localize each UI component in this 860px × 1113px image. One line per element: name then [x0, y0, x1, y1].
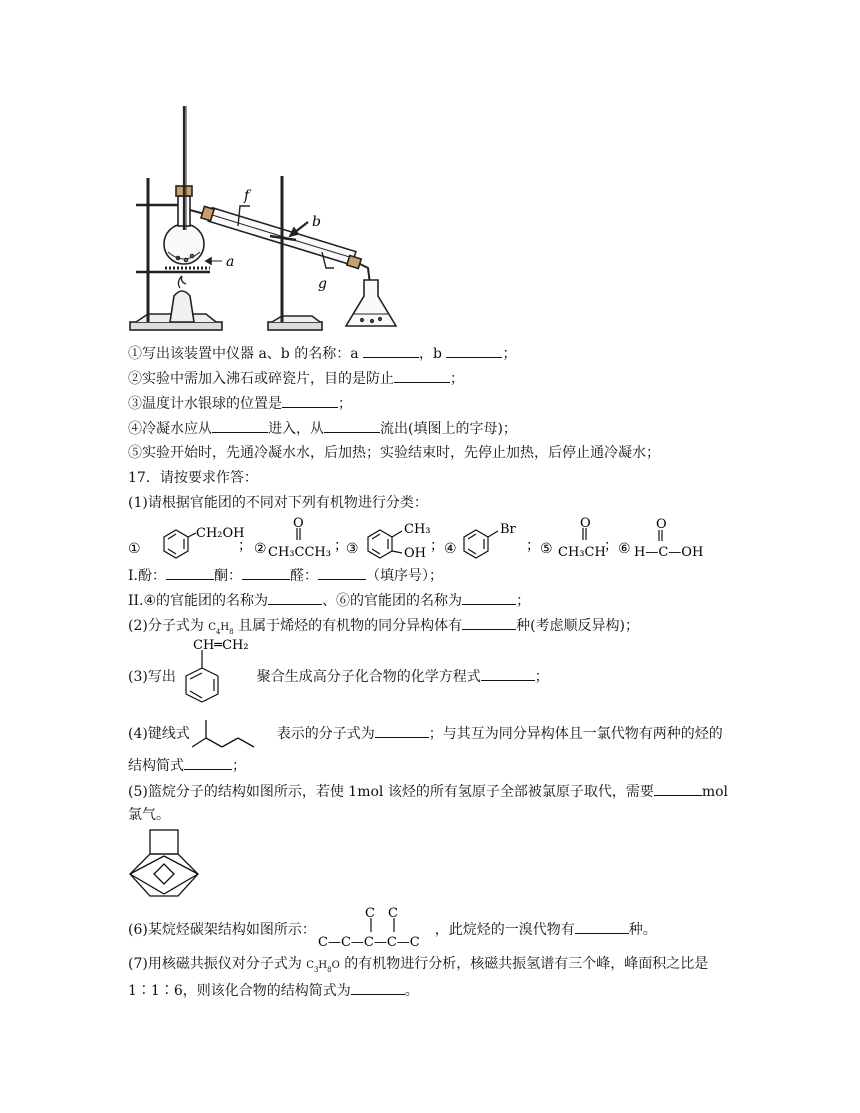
- separator: ；: [604, 538, 618, 554]
- compound-6-formula: H—C—OH: [634, 545, 704, 560]
- q17-part5: (5)篮烷分子的结构如图所示，若使 1mol 该烃的所有氢原子全部被氯原子取代，需要 mol: [128, 781, 728, 802]
- separator: ；: [238, 538, 252, 554]
- compound-3-hydroxyl: OH: [404, 546, 426, 561]
- q17-part3: (3)写出 聚合生成高分子化合物的化学方程式 ；: [128, 666, 549, 687]
- compound-4-number: ④: [444, 541, 457, 557]
- label-b: b: [312, 214, 321, 230]
- compound-2-oxygen: O: [293, 516, 304, 531]
- q16-item-2: ②实验中需加入沸石或碎瓷片，目的是防止 ；: [128, 368, 464, 389]
- compound-5-formula: CH₃CH: [558, 545, 606, 560]
- q16-item-4: ④冷凝水应从 进入，从 流出(填图上的字母)；: [128, 418, 517, 439]
- compound-1-number: ①: [128, 541, 141, 557]
- separator: ；: [334, 538, 348, 554]
- q17-part1-intro: (1)请根据官能团的不同对下列有机物进行分类：: [128, 495, 428, 511]
- compound-6-oxygen: O: [656, 517, 667, 532]
- q17-part4: (4)键线式 表示的分子式为 ；与其互为同分异构体且一氯代物有两种的烃的: [128, 723, 723, 744]
- q17-part1-I: I.酚： 酮： 醛： （填序号）；: [128, 565, 443, 586]
- compound-2-formula: CH₃CCH₃: [268, 545, 331, 560]
- compound-3-number: ③: [346, 541, 359, 557]
- compound-5-oxygen: O: [580, 516, 591, 531]
- label-f: f: [244, 188, 250, 204]
- answer-blank[interactable]: [351, 980, 405, 995]
- compound-2-number: ②: [254, 541, 267, 557]
- q17-part2: (2)分子式为 $C_4H_8$ 且属于烯烃的有机物的同分异构体有 种(考虑顺反异构)；: [128, 615, 639, 642]
- q17-part6: (6)某烷烃碳架结构如图所示： ，此烷烃的一溴代物有 种。: [128, 919, 657, 940]
- compound-4-bromine: Br: [500, 522, 516, 537]
- branch-carbon-2: C: [388, 906, 398, 921]
- answer-blank[interactable]: [575, 919, 629, 934]
- main-carbon-chain: C—C—C—C—C: [318, 935, 420, 950]
- compound-1-group: CH₂OH: [196, 526, 245, 541]
- q17-part1-II: II.④的官能团的名称为 、⑥的官能团的名称为 ；: [128, 590, 530, 611]
- compound-3-methyl: CH₃: [404, 522, 431, 537]
- q17-part5-cont: 氯气。: [128, 807, 170, 823]
- q17-part4-cont: 结构简式 ；: [128, 755, 246, 776]
- compound-6-number: ⑥: [618, 541, 631, 557]
- compound-5-number: ⑤: [540, 541, 553, 557]
- q16-item-1: ①写出该装置中仪器 a、b 的名称：a ，b ；: [128, 343, 516, 364]
- separator: ；: [526, 538, 540, 554]
- q17-part7: (7)用核磁共振仪对分子式为 $C_3H_8O$ 的有机物进行分析，核磁共振氢谱有三个峰，峰面积之比是: [128, 956, 709, 974]
- label-a: a: [226, 254, 235, 270]
- q16-item-5: ⑤实验开始时，先通冷凝水水，后加热；实验结束时，先停止加热，后停止通冷凝水；: [128, 445, 660, 461]
- label-g: g: [318, 276, 327, 292]
- q16-item-3: ③温度计水银球的位置是 ；: [128, 393, 352, 414]
- branch-carbon-1: C: [365, 906, 375, 921]
- separator: ；: [430, 538, 444, 554]
- styrene-vinyl-group: CH═CH₂: [193, 638, 249, 653]
- q17-header: 17．请按要求作答：: [128, 470, 258, 486]
- q17-part7-cont: 1∶1∶6，则该化合物的结构简式为 。: [128, 980, 419, 1001]
